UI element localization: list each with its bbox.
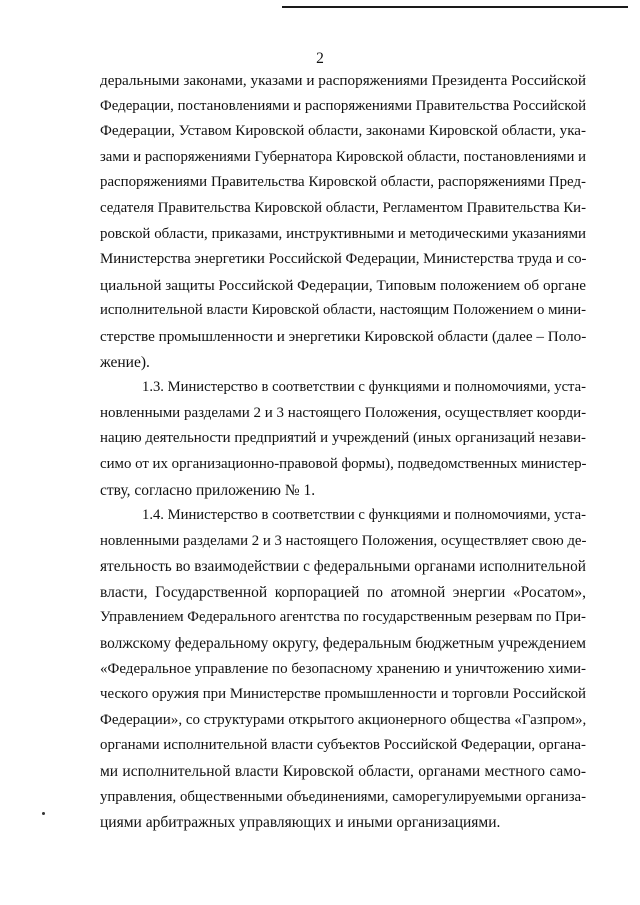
text-line: ми исполнительной власти Кировской области, органами местного само-	[100, 763, 586, 781]
text-line: 1.3. Министерство в соответствии с функциями и полномочиями, уста-	[142, 379, 586, 396]
text-line: седателя Правительства Кировской области, Регламентом Правительства Ки-	[100, 199, 586, 216]
paragraph-continuation	[100, 68, 586, 375]
text-line: Федерации», со структурами открытого акционерного общества «Газпром»,	[100, 711, 587, 728]
text-line: деральными законами, указами и распоряжениями Президента Российской	[100, 72, 586, 89]
text-line: ческого оружия при Министерстве промышленности и торговли Российской	[100, 686, 586, 703]
paragraph-1-3	[100, 375, 586, 503]
text-line: 1.4. Министерство в соответствии с функциями и полномочиями, уста-	[142, 507, 586, 524]
text-line: Федерации, Уставом Кировской области, законами Кировской области, ука-	[100, 123, 586, 140]
text-line: Министерства энергетики Российской Федерации, Министерства труда и со-	[100, 251, 587, 268]
text-line: исполнительной власти Кировской области, настоящим Положением о мини-	[100, 302, 586, 319]
text-line: Федерации, постановлениями и распоряжениями Правительства Российской	[100, 97, 587, 114]
text-line: власти, Государственной корпорацией по атомной энергии «Росатом»,	[100, 583, 586, 601]
page-number: 2	[316, 50, 324, 67]
text-line: Управлением Федерального агентства по государственным резервам по При-	[100, 609, 586, 626]
document-body	[100, 68, 586, 836]
text-line: органами исполнительной власти субъектов Российской Федерации, органа-	[100, 737, 586, 754]
text-line: новленными разделами 2 и 3 настоящего Положения, осуществляет коорди-	[100, 404, 587, 421]
text-line: ровской области, приказами, инструктивными и методическими указаниями	[100, 225, 586, 242]
paragraph-1-4	[100, 503, 586, 836]
text-line: симо от их организационно-правовой формы), подведомственных министер-	[100, 455, 587, 472]
text-line: «Федеральное управление по безопасному хранению и уничтожению хими-	[100, 660, 586, 677]
text-line: ятельность во взаимодействии с федеральными органами исполнительной	[100, 558, 586, 576]
text-line: циальной защиты Российской Федерации, Типовым положением об органе	[100, 276, 586, 294]
text-line: циями арбитражных управляющих и иными организациями.	[100, 814, 501, 832]
text-line: новленными разделами 2 и 3 настоящего Положения, осуществляет свою де-	[100, 532, 587, 549]
text-line: жение).	[100, 353, 150, 371]
scan-speck	[42, 812, 45, 815]
text-line: зами и распоряжениями Губернатора Кировской области, постановлениями и	[100, 148, 586, 165]
text-line: ству, согласно приложению № 1.	[100, 481, 316, 499]
text-line: волжскому федеральному округу, федеральным бюджетным учреждением	[100, 635, 586, 653]
text-line: распоряжениями Правительства Кировской области, распоряжениями Пред-	[100, 174, 586, 191]
top-rule	[282, 6, 628, 8]
text-line: стерстве промышленности и энергетики Кировской области (далее – Поло-	[100, 327, 587, 345]
text-line: нацию деятельности предприятий и учреждений (иных организаций незави-	[100, 430, 586, 447]
text-line: управления, общественными объединениями, саморегулируемыми организа-	[100, 788, 586, 805]
